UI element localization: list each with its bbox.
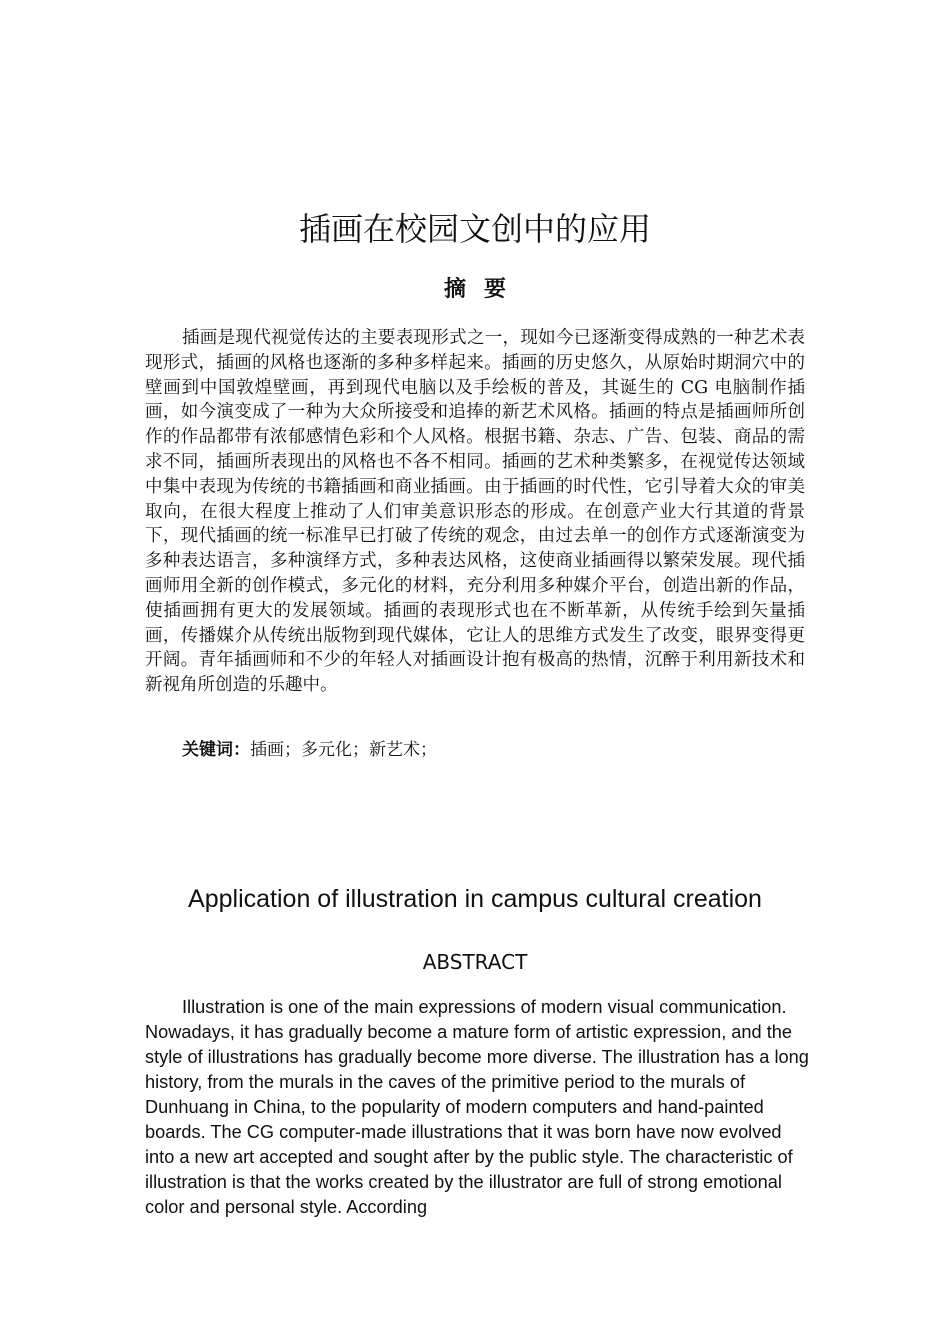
chinese-keywords <box>182 737 802 763</box>
keywords-list: 插画；多元化；新艺术； <box>250 740 437 760</box>
chinese-title: 插画在校园文创中的应用 <box>298 210 651 248</box>
chinese-abstract-heading: 摘要 <box>443 277 524 302</box>
chinese-abstract-body: 插画是现代视觉传达的主要表现形式之一，现如今已逐渐变得成熟的一种艺术表现形式，插画的风格也逐渐的多种多样起来。插画的历史悠久，从原始时期洞穴中的壁画到中国敦煌壁画，再到现代电脑以及手绘板的普及，其诞生的 CG 电脑制作插画，如今演变成了一种为大众所接受和追捧的新艺术风格。插画的特点是插画师所创作的作品都带有浓郁感情色彩和个人风格。根据书籍、杂志、广告、包装、商品的需求不同，插画所表现出的风格也不各不相同。插画的艺术种类繁多，在视觉传达领域中集中表现为传统的书籍插画和商业插画。由于插画的时代性，它引导着大众的审美取向，在很大程度上推动了人们审美意识形态的形成。在创意产业大行其道的背景下，现代插画的统一标准早已打破了传统的观念，由过去单一的创作方式逐渐演变为多种表达语言，多种演绎方式，多种表达风格，这使商业插画得以繁荣发展。现代插画师用全新的创作模式，多元化的材料，充分利用多种媒介平台，创造出新的作品，使插画拥有更大的发展领域。插画的表现形式也在不断革新，从传统手绘到矢量插画，传播媒介从传统出版物到现代媒体，它让人的思维方式发生了改变，眼界变得更开阔。青年插画师和不少的年轻人对插画设计抱有极高的热情，沉醉于利用新技术和新视角所创造的乐趣中。 <box>145 328 805 696</box>
english-abstract-heading: ABSTRACT <box>422 950 528 974</box>
english-abstract-body: Illustration is one of the main expressions of modern visual communication. Nowadays, it has gradually become a mature form of artistic expression, and the style of illustrations has gradually become more diverse. The illustration has a long history, from the murals in the caves of the primitive period to the murals of Dunhuang in China, to the popularity of modern computers and hand-painted boards. The CG computer-made illustrations that it was born have now evolved into a new art accepted and sought after by the public style. The characteristic of illustration is that the works created by the illustrator are full of strong emotional color and personal style. According <box>145 997 809 1217</box>
keywords-label: 关键词： <box>182 740 250 760</box>
english-title: Application of illustration in campus cultural creation <box>188 885 762 913</box>
